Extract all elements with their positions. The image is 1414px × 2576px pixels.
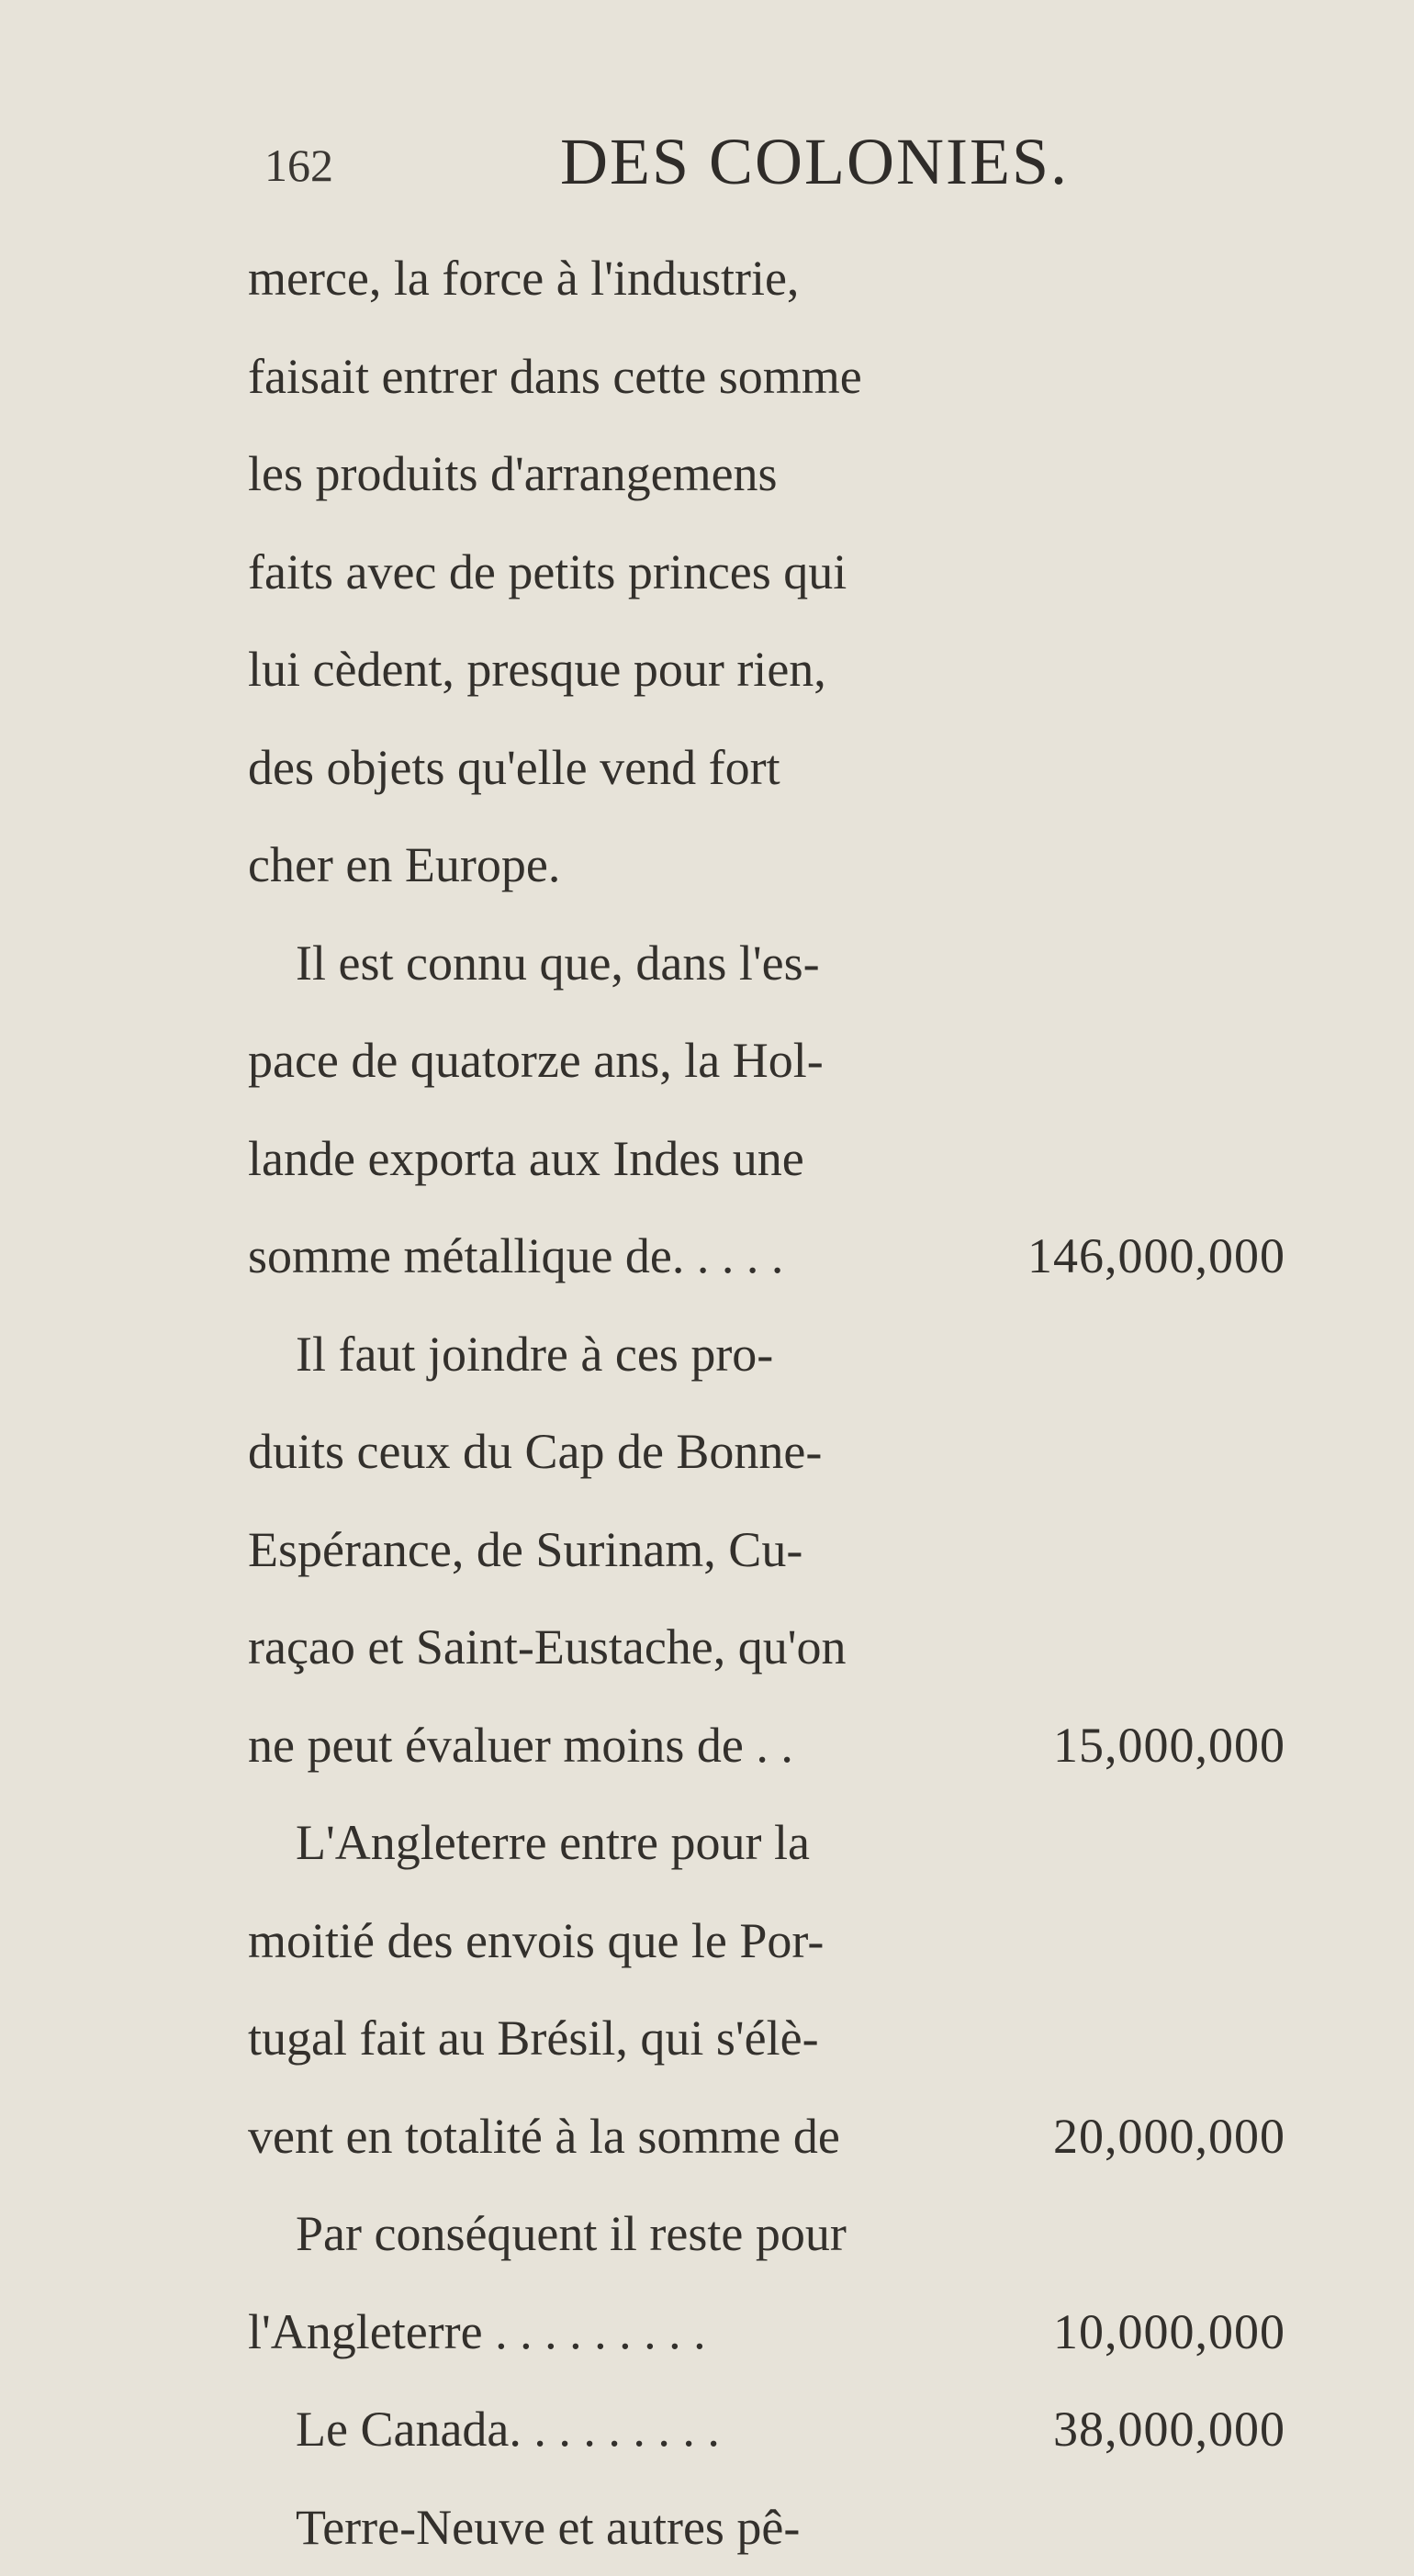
line-text: Le Canada. . . . . . . . . [248,2380,720,2479]
text-line [248,621,1350,719]
line-text: cher en Europe. [248,816,560,914]
line-text: raçao et Saint-Eustache, qu'on [248,1598,846,1697]
text-line [248,1892,1350,1990]
line-text: faits avec de petits princes qui [248,523,847,622]
text-line [248,1501,1350,1599]
line-amount: 10,000,000 [1053,2283,1285,2381]
line-text: Par conséquent il reste pour [248,2185,847,2283]
running-head: DES COLONIES. [560,124,1069,200]
line-text: Il faut joindre à ces pro- [248,1305,773,1404]
text-line [248,1403,1350,1501]
line-amount: 146,000,000 [1027,1207,1285,1305]
text-line [248,719,1350,817]
text-line [248,328,1350,426]
body-text [248,230,1350,2576]
text-line [248,425,1350,523]
line-text: faisait entrer dans cette somme [248,328,862,426]
line-text: les produits d'arrangemens [248,425,778,523]
line-text: pace de quatorze ans, la Hol- [248,1012,824,1110]
text-line [248,914,1350,1013]
line-text: Terre-Neuve et autres pê- [248,2479,800,2576]
text-line [248,2380,1350,2479]
text-line [248,1207,1350,1305]
line-amount: 38,000,000 [1053,2380,1285,2479]
line-text: merce, la force à l'industrie, [248,230,799,328]
line-text: moitié des envois que le Por- [248,1892,824,1990]
text-line [248,1989,1350,2088]
page-number: 162 [264,139,333,192]
text-line [248,2088,1350,2186]
line-text: Il est connu que, dans l'es- [248,914,820,1013]
text-line [248,230,1350,328]
line-text: duits ceux du Cap de Bonne- [248,1403,822,1501]
line-text: tugal fait au Brésil, qui s'élè- [248,1989,819,2088]
text-line [248,1697,1350,1795]
line-amount: 20,000,000 [1053,2088,1285,2186]
line-text: L'Angleterre entre pour la [248,1794,810,1892]
text-line [248,2479,1350,2576]
text-line [248,2185,1350,2283]
text-line [248,1012,1350,1110]
text-line [248,816,1350,914]
page-header [0,124,1414,207]
line-text: somme métallique de. . . . . [248,1207,783,1305]
line-text: vent en totalité à la somme de [248,2088,840,2186]
text-line [248,1110,1350,1208]
line-text: ne peut évaluer moins de . . [248,1697,793,1795]
line-text: l'Angleterre . . . . . . . . . [248,2283,706,2381]
text-line [248,523,1350,622]
text-line [248,1794,1350,1892]
line-text: lui cèdent, presque pour rien, [248,621,826,719]
line-text: des objets qu'elle vend fort [248,719,780,817]
line-text: Espérance, de Surinam, Cu- [248,1501,802,1599]
text-line [248,1305,1350,1404]
text-line [248,2283,1350,2381]
text-line [248,1598,1350,1697]
line-text: lande exporta aux Indes une [248,1110,804,1208]
line-amount: 15,000,000 [1053,1697,1285,1795]
